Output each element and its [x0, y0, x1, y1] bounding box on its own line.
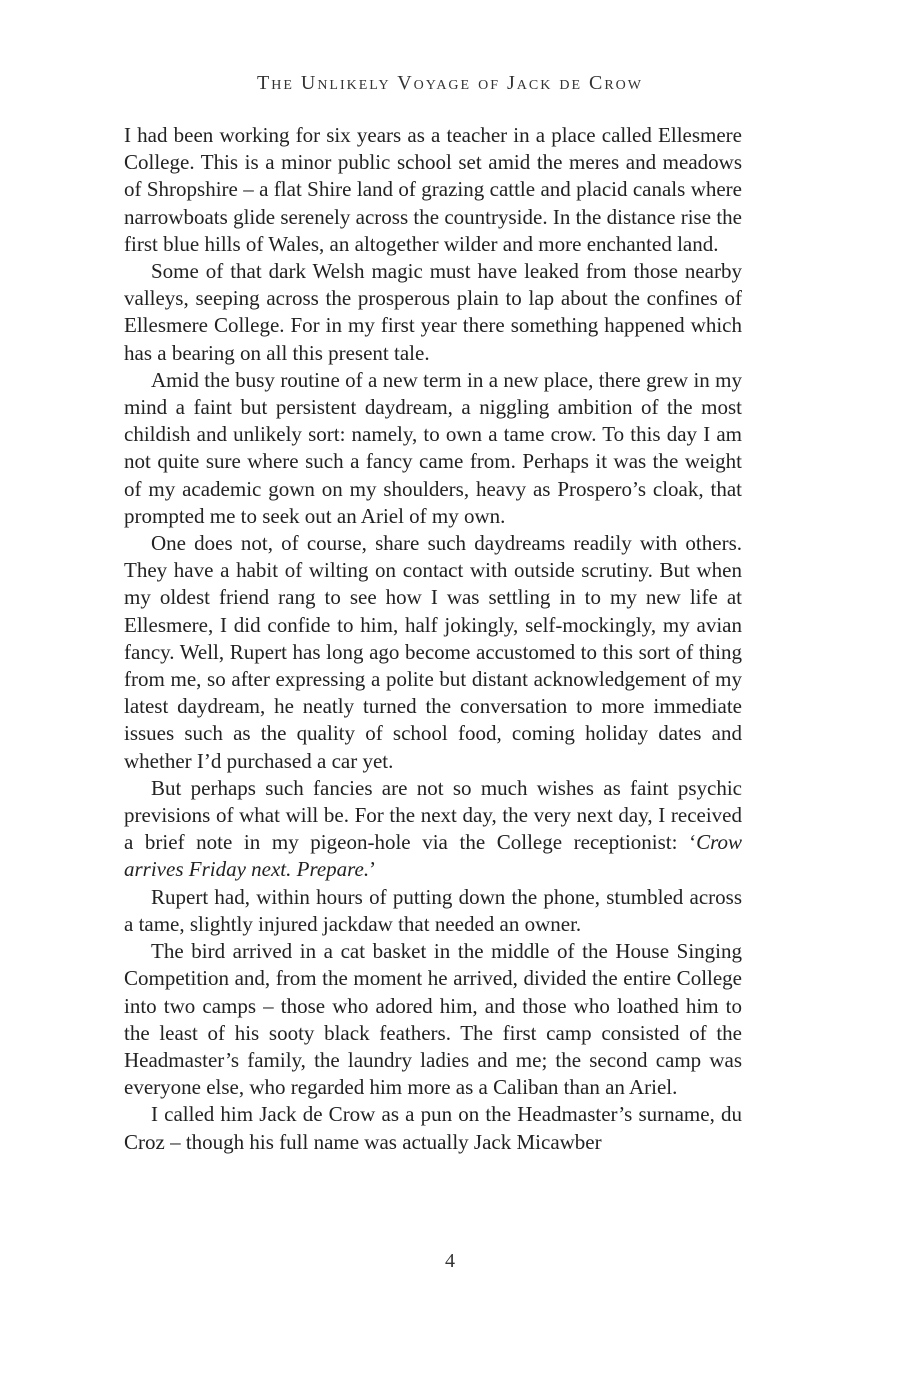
quote-open-mark: ‘	[689, 830, 697, 855]
paragraph-8: I called him Jack de Crow as a pun on the Headmaster’s surname, du Croz – though his full name was actually Jack Micawber	[124, 1102, 742, 1154]
telegram-quote: Crow arrives Friday next. Prepare.	[124, 830, 742, 882]
paragraph-5-text: But perhaps such fancies are not so much wishes as faint psychic previsions of what will be. For the next day, the very next day, I received a brief note in my pigeon-hole via the College receptionist:	[124, 775, 742, 855]
paragraph-3: Amid the busy routine of a new term in a new place, there grew in my mind a faint but persistent daydream, a niggling ambition of the most childish and unlikely sort: namely, to own a tame crow. To this day I am not quite sure where such a fancy came from. Perhaps it was the weight of my academic gown on my shoulders, heavy as Prospero’s cloak, that prompted me to seek out an Ariel of my own.	[124, 367, 742, 528]
body-text	[124, 122, 742, 1156]
quote-close-mark: ’	[369, 857, 377, 882]
paragraph-6: Rupert had, within hours of putting down the phone, stumbled across a tame, slightly injured jackdaw that needed an owner.	[124, 884, 742, 936]
running-head: The Unlikely Voyage of Jack de Crow	[257, 72, 643, 94]
paragraph-1: I had been working for six years as a teacher in a place called Ellesmere College. This is a minor public school set amid the meres and meadows of Shropshire – a flat Shire land of grazing cattle and placid canals where narrowboats glide serenely across the countryside. In the distance rise the first blue hills of Wales, an altogether wilder and more enchanted land.	[124, 123, 742, 256]
paragraph-5	[124, 775, 742, 884]
paragraph-2: Some of that dark Welsh magic must have leaked from those nearby valleys, seeping across the prosperous plain to lap about the confines of Ellesmere College. For in my first year there something happened which has a bearing on all this present tale.	[124, 259, 742, 365]
paragraph-4: One does not, of course, share such daydreams readily with others. They have a habit of wilting on contact with outside scrutiny. But when my oldest friend rang to see how I was settling in to my new life at Ellesmere, I did confide to him, half jokingly, self-mockingly, my avian fancy. Well, Rupert has long ago become accustomed to this sort of thing from me, so after expressing a polite but distant acknowledgement of my latest daydream, he neatly turned the conversation to more immediate issues such as the quality of school food, coming holiday dates and whether I’d purchased a car yet.	[124, 531, 742, 773]
page-number: 4	[445, 1250, 455, 1272]
paragraph-7: The bird arrived in a cat basket in the middle of the House Singing Competition and, from the moment he arrived, divided the entire College into two camps – those who adored him, and those who loathed him to the least of his sooty black feathers. The first camp consisted of the Headmaster’s family, the laundry ladies and me; the second camp was everyone else, who regarded him more as a Caliban than an Ariel.	[124, 939, 742, 1100]
